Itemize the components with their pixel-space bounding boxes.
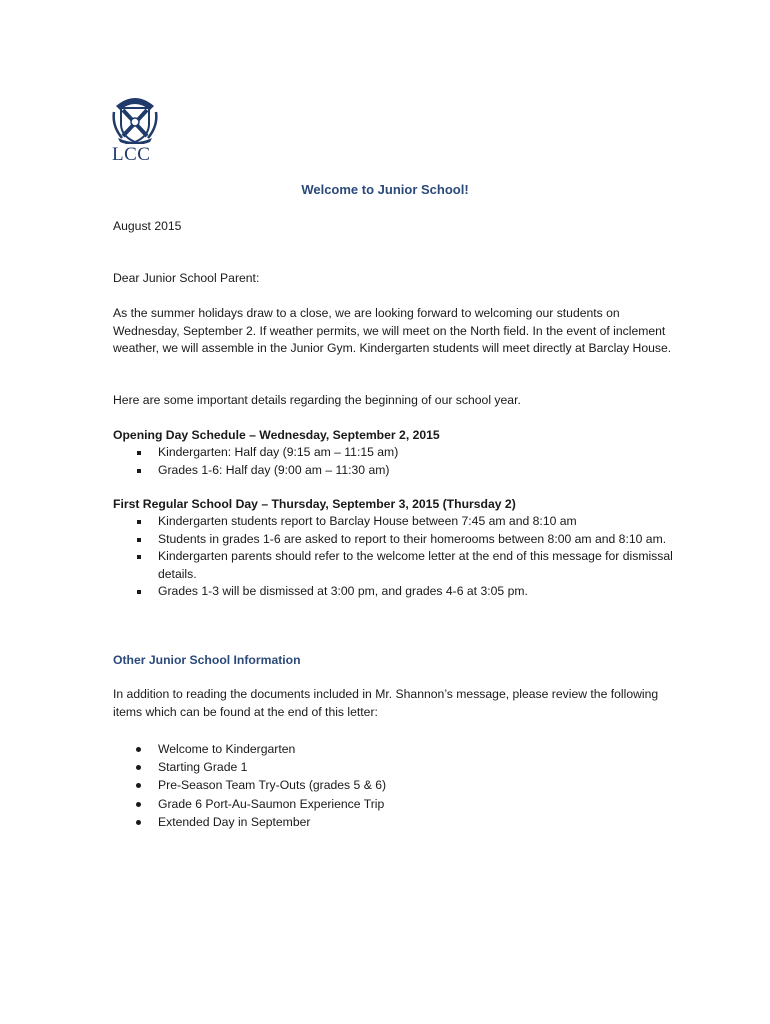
list-item: Starting Grade 1 (113, 758, 673, 776)
intro-paragraph: As the summer holidays draw to a close, we are looking forward to welcoming our students on Wednesday, September 2. If weather permits, we will meet on the North field. In the event of inclement weather, we will assemble in the Junior Gym. Kindergarten students will meet directly at Barclay House. (113, 306, 672, 356)
list-item: Grade 6 Port-Au-Saumon Experience Trip (113, 795, 673, 813)
list-item: Students in grades 1-6 are asked to report to their homerooms between 8:00 am and 8:10 am. (113, 531, 673, 549)
list-item: Kindergarten: Half day (9:15 am – 11:15 am) (113, 444, 673, 462)
first-day-list (113, 513, 673, 601)
other-info-paragraph: In addition to reading the documents included in Mr. Shannon’s message, please review the following items which can be found at the end of this letter: (113, 687, 659, 719)
other-info-list (113, 740, 673, 831)
first-day-heading: First Regular School Day – Thursday, September 3, 2015 (Thursday 2) (113, 497, 516, 511)
list-item: Kindergarten students report to Barclay House between 7:45 am and 8:10 am (113, 513, 673, 531)
details-intro: Here are some important details regarding the beginning of our school year. (113, 393, 521, 407)
list-item: Extended Day in September (113, 813, 673, 831)
list-item: Pre-Season Team Try-Outs (grades 5 & 6) (113, 776, 673, 794)
crest-icon (108, 92, 162, 144)
letter-date: August 2015 (113, 219, 182, 233)
list-item: Welcome to Kindergarten (113, 740, 673, 758)
opening-day-list (113, 444, 673, 479)
opening-day-heading: Opening Day Schedule – Wednesday, September 2, 2015 (113, 428, 440, 442)
salutation: Dear Junior School Parent: (113, 271, 260, 285)
letter-title: Welcome to Junior School! (301, 182, 469, 197)
logo-wordmark: LCC (112, 144, 151, 165)
list-item: Kindergarten parents should refer to the welcome letter at the end of this message for dismissal details. (113, 548, 673, 583)
list-item: Grades 1-3 will be dismissed at 3:00 pm, and grades 4-6 at 3:05 pm. (113, 583, 673, 601)
list-item: Grades 1-6: Half day (9:00 am – 11:30 am) (113, 462, 673, 480)
other-info-heading: Other Junior School Information (113, 653, 301, 667)
